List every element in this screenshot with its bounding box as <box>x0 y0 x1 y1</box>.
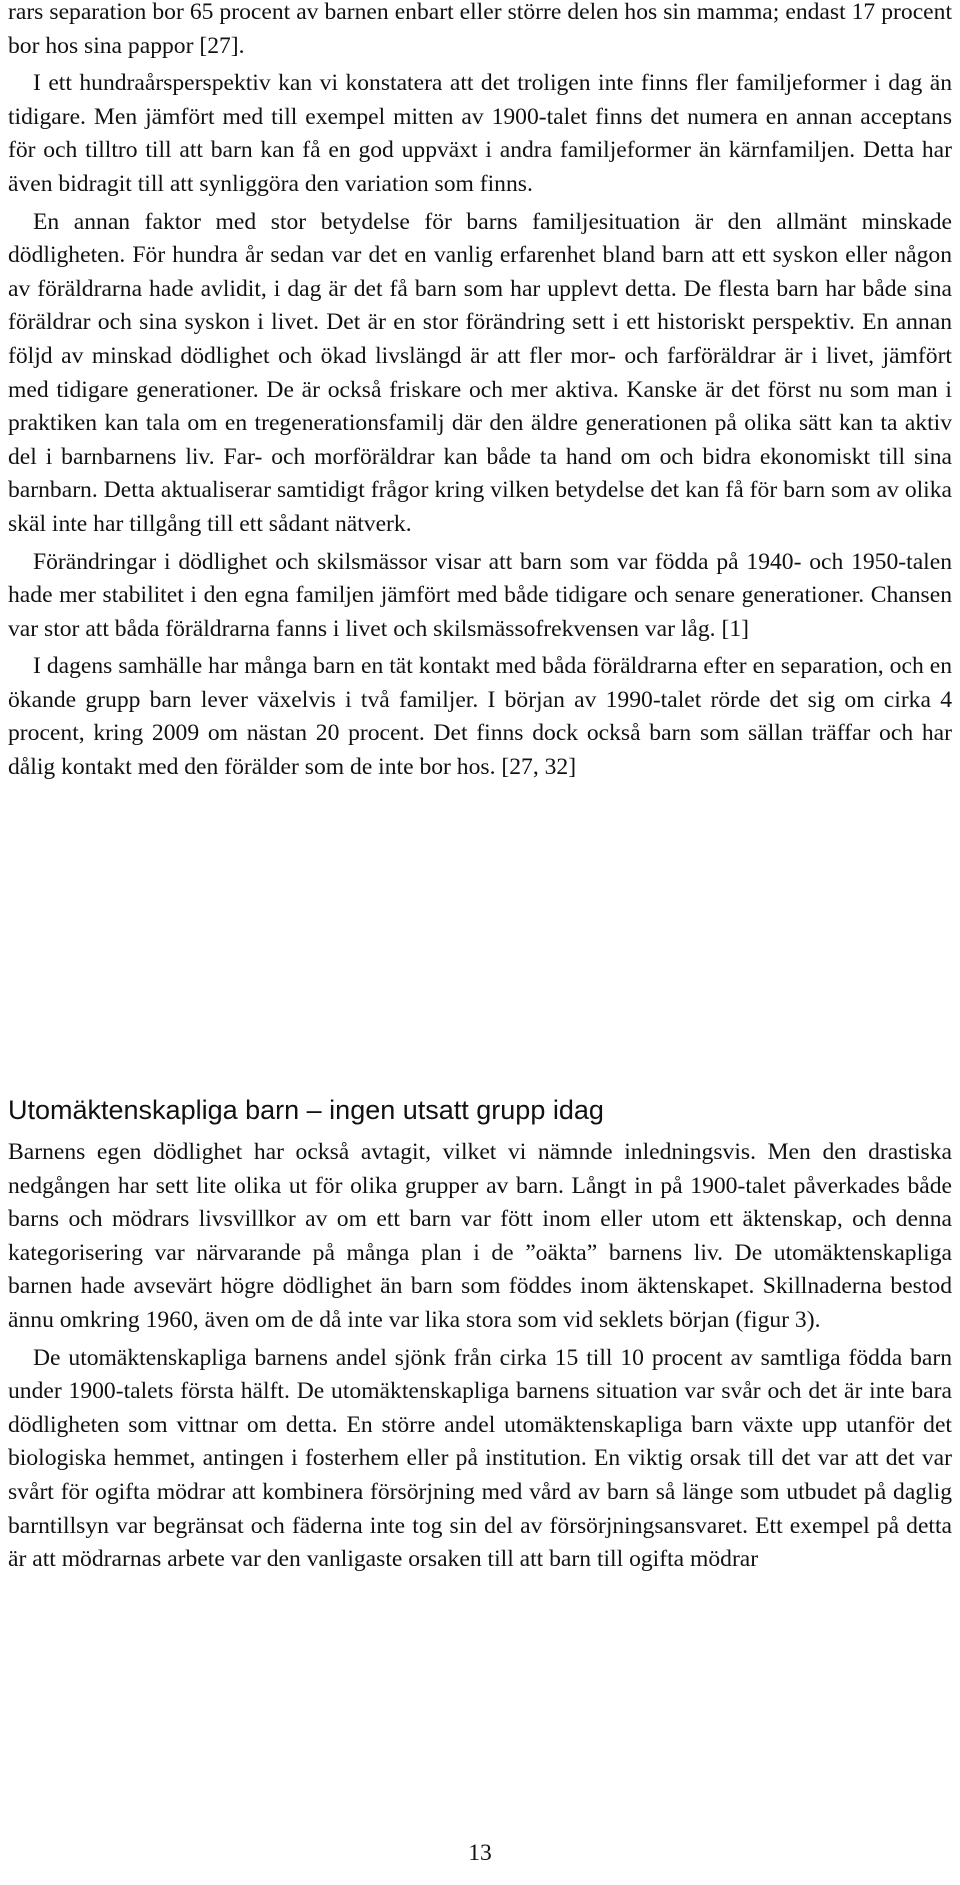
paragraph-stability: Förändringar i dödlighet och skilsmässor visar att barn som var födda på 1940- och 1950-talen hade mer stabilitet i den egna familjen jämfört med både tidigare och senare generationer. Chansen var stor att båda föräldrarna fanns i livet och skilsmässofrekvensen var låg. [1] <box>8 548 952 642</box>
paragraph-separation: I dagens samhälle har många barn en tät kontakt med båda föräldrarna efter en separation, och en ökande grupp barn lever växelvis i två familjer. I början av 1990-talet rörde det sig om cirka 4 procent, kring 2009 om nästan 20 procent. Det finns dock också barn som sällan träffar och har dålig kontakt med den förälder som de inte bor hos. [27, 32] <box>8 653 952 781</box>
body-text-lower <box>8 1136 952 1577</box>
body-text-upper <box>8 0 952 785</box>
paragraph-mortality: En annan faktor med stor betydelse för barns familjesituation är den allmänt minskade dödligheten. För hundra år sedan var det en vanlig erfarenhet bland barn att ett syskon eller någon av föräldrarna hade avlidit, i dag är det få barn som har upplevt detta. De flesta barn har både sina föräldrar och sina syskon i livet. Det är en stor förändring sett i ett historiskt perspektiv. En annan följd av minskad dödlighet och ökad livslängd är att fler mor- och farföräldrar är i livet, jämfört med tidigare generationer. De är också friskare och mer aktiva. Kanske är det först nu som man i praktiken kan tala om en tregenerationsfamilj där den äldre generationen på olika sätt kan ta aktiv del i barnbarnens liv. Far- och morföräldrar kan både ta hand om och bidra ekonomiskt till sina barnbarn. Detta aktualiserar samtidigt frågor kring vilken betydelse det kan få för barn som av olika skäl inte har tillgång till ett sådant nätverk. <box>8 208 952 537</box>
paragraph-child-mortality: Barnens egen dödlighet har också avtagit, vilket vi nämnde inledningsvis. Men den drastiska nedgången har sett lite olika ut för olika grupper av barn. Långt in på 1900-talet påverkades både barns och mödrars livsvillkor av om ett barn var fött inom eller utom ett äktenskap, och denna kategorisering var närvarande på många plan i de ”oäkta” barnens liv. De utomäktenskapliga barnen hade avsevärt högre dödlighet än barn som föddes inom äktenskapet. Skillnaderna bestod ännu omkring 1960, även om de då inte var lika stora som vid seklets början (figur 3). <box>8 1139 952 1333</box>
paragraph-family-forms: I ett hundraårsperspektiv kan vi konstatera att det troligen inte finns fler familjeformer i dag än tidigare. Men jämfört med till exempel mitten av 1900-talet finns det numera en annan acceptans för och tilltro till att barn kan få en god uppväxt i andra familjeformer än kärnfamiljen. Detta har även bidragit till att synliggöra den variation som finns. <box>8 70 952 197</box>
page-number: 13 <box>468 1840 492 1866</box>
paragraph-continuation: rars separation bor 65 procent av barnen enbart eller större delen hos sin mamma; endast 17 procent bor hos sina pappor [27]. <box>8 0 952 59</box>
section-heading: Utomäktenskapliga barn – ingen utsatt grupp idag <box>8 1095 604 1125</box>
paragraph-illegitimate-children: De utomäktenskapliga barnens andel sjönk från cirka 15 till 10 procent av samtliga födda barn under 1900-talets första hälft. De utomäktenskapliga barnens situation var svår och det är inte bara dödligheten som vittnar om detta. En större andel utomäktenskapliga barn växte upp utanför det biologiska hemmet, antingen i fosterhem eller på institution. En viktig orsak till det var att det var svårt för ogifta mödrar att kombinera försörjning med vård av barn så länge som utbudet på daglig barntillsyn var begränsat och fäderna inte tog sin del av försörjningsansvaret. Ett exempel på detta är att mödrarnas arbete var den vanligaste orsaken till att barn till ogifta mödrar <box>8 1344 952 1573</box>
